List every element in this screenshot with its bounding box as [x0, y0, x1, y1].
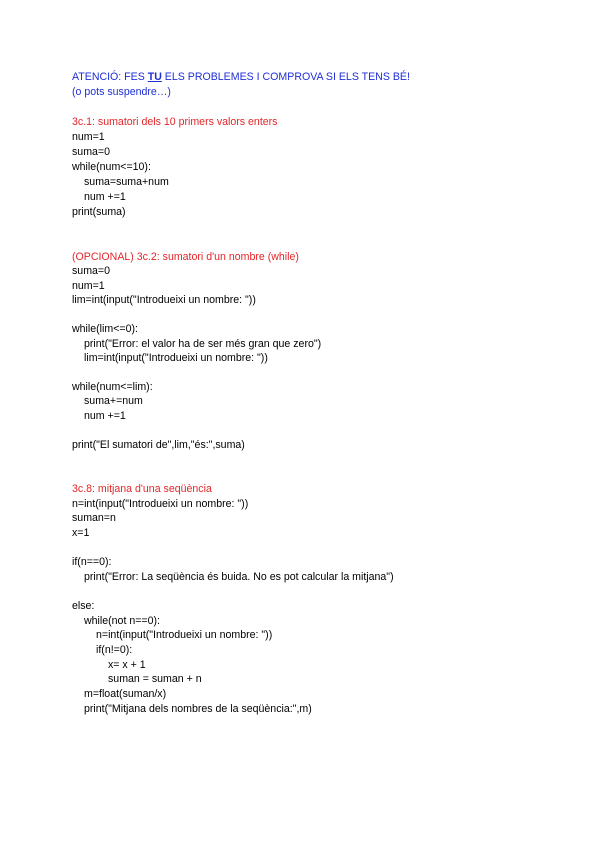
warning-pre: ATENCIÓ: FES — [72, 71, 148, 83]
section2-title: (OPCIONAL) 3c.2: sumatori d'un nombre (while) — [72, 251, 299, 263]
code-line: suma+=num — [84, 395, 143, 407]
code-line: if(n!=0): — [96, 644, 133, 656]
code-line: num=1 — [72, 131, 105, 143]
section1-title: 3c.1: sumatori dels 10 primers valors enters — [72, 116, 278, 128]
code-line: num +=1 — [84, 191, 126, 203]
code-line: print("Error: el valor ha de ser més gran que zero") — [84, 338, 322, 350]
warning-heading — [72, 70, 410, 84]
code-line: x= x + 1 — [108, 659, 146, 671]
code-line: while(num<=lim): — [72, 381, 153, 393]
code-line: while(num<=10): — [72, 161, 151, 173]
code-line: n=int(input("Introdueixi un nombre: ")) — [72, 498, 249, 510]
code-line: if(n==0): — [72, 556, 112, 568]
code-line: num=1 — [72, 280, 105, 292]
code-line: while(not n==0): — [84, 615, 160, 627]
code-line: while(lim<=0): — [72, 323, 138, 335]
code-line: m=float(suman/x) — [84, 688, 167, 700]
warning-subnote: (o pots suspendre…) — [72, 86, 171, 98]
code-line: suma=0 — [72, 146, 110, 158]
code-line: print("El sumatori de",lim,"és:",suma) — [72, 439, 245, 451]
code-line: n=int(input("Introdueixi un nombre: ")) — [96, 629, 273, 641]
code-line: print("Mitjana dels nombres de la seqüència:",m) — [84, 703, 312, 715]
code-line: print("Error: La seqüència és buida. No es pot calcular la mitjana") — [84, 571, 394, 583]
code-line: suman=n — [72, 512, 116, 524]
code-line: suman = suman + n — [108, 673, 202, 685]
code-line: print(suma) — [72, 206, 126, 218]
code-line: num +=1 — [84, 410, 126, 422]
warning-tu: TU — [147, 71, 162, 83]
section3-title: 3c.8: mitjana d'una seqüència — [72, 483, 212, 495]
code-line: suma=suma+num — [84, 176, 169, 188]
warning-post: ELS PROBLEMES I COMPROVA SI ELS TENS BÉ! — [161, 71, 410, 83]
code-line: lim=int(input("Introdueixi un nombre: ")) — [84, 352, 268, 364]
code-line: else: — [72, 600, 95, 612]
code-line: x=1 — [72, 527, 90, 539]
code-line: lim=int(input("Introdueixi un nombre: ")) — [72, 294, 256, 306]
code-line: suma=0 — [72, 265, 110, 277]
